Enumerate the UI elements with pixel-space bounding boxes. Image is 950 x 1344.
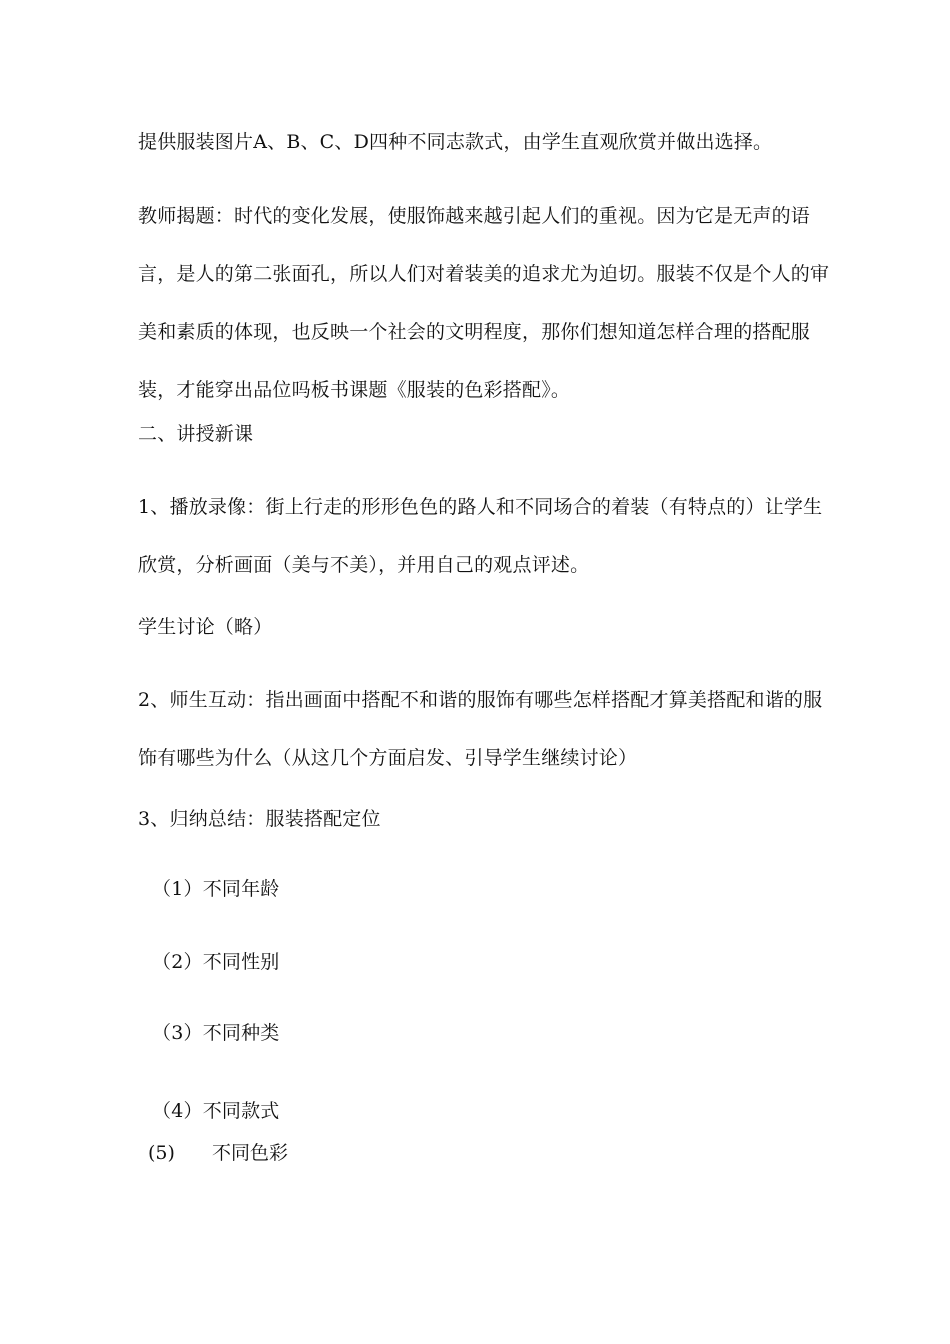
paragraph-student-discussion: 学生讨论（略） [138, 616, 273, 638]
paragraph-introduction: 教师揭题：时代的变化发展，使服饰越来越引起人们的重视。因为它是无声的语言，是人的第二张面孔，所以人们对着装美的追求尤为迫切。服装不仅是个人的审美和素质的体现，也反映一个社会的文明程度，那你们想知道怎样合理的搭配服装，才能穿出品位吗板书课题《服装的色彩搭配》。 [138, 205, 830, 401]
list-item-number: (5) [148, 1142, 175, 1164]
list-item-gender: （2）不同性别 [152, 951, 280, 973]
paragraph-materials: 提供服装图片A、B、C、D四种不同志款式，由学生直观欣赏并做出选择。 [138, 131, 773, 153]
paragraph-step-3: 3、归纳总结：服装搭配定位 [138, 808, 381, 830]
paragraph-step-2: 2、师生互动：指出画面中搭配不和谐的服饰有哪些怎样搭配才算美搭配和谐的服饰有哪些为什么（从这几个方面启发、引导学生继续讨论） [138, 689, 823, 769]
list-item-style: （4）不同款式 [152, 1100, 280, 1122]
section-heading: 二、讲授新课 [138, 423, 254, 445]
list-item-label: 不同色彩 [212, 1142, 289, 1164]
list-item-age: （1）不同年龄 [152, 878, 280, 900]
list-item-color [148, 1141, 288, 1165]
list-item-type: （3）不同种类 [152, 1022, 280, 1044]
paragraph-step-1: 1、播放录像：街上行走的形形色色的路人和不同场合的着装（有特点的）让学生欣赏，分析画面（美与不美），并用自己的观点评述。 [138, 496, 823, 576]
